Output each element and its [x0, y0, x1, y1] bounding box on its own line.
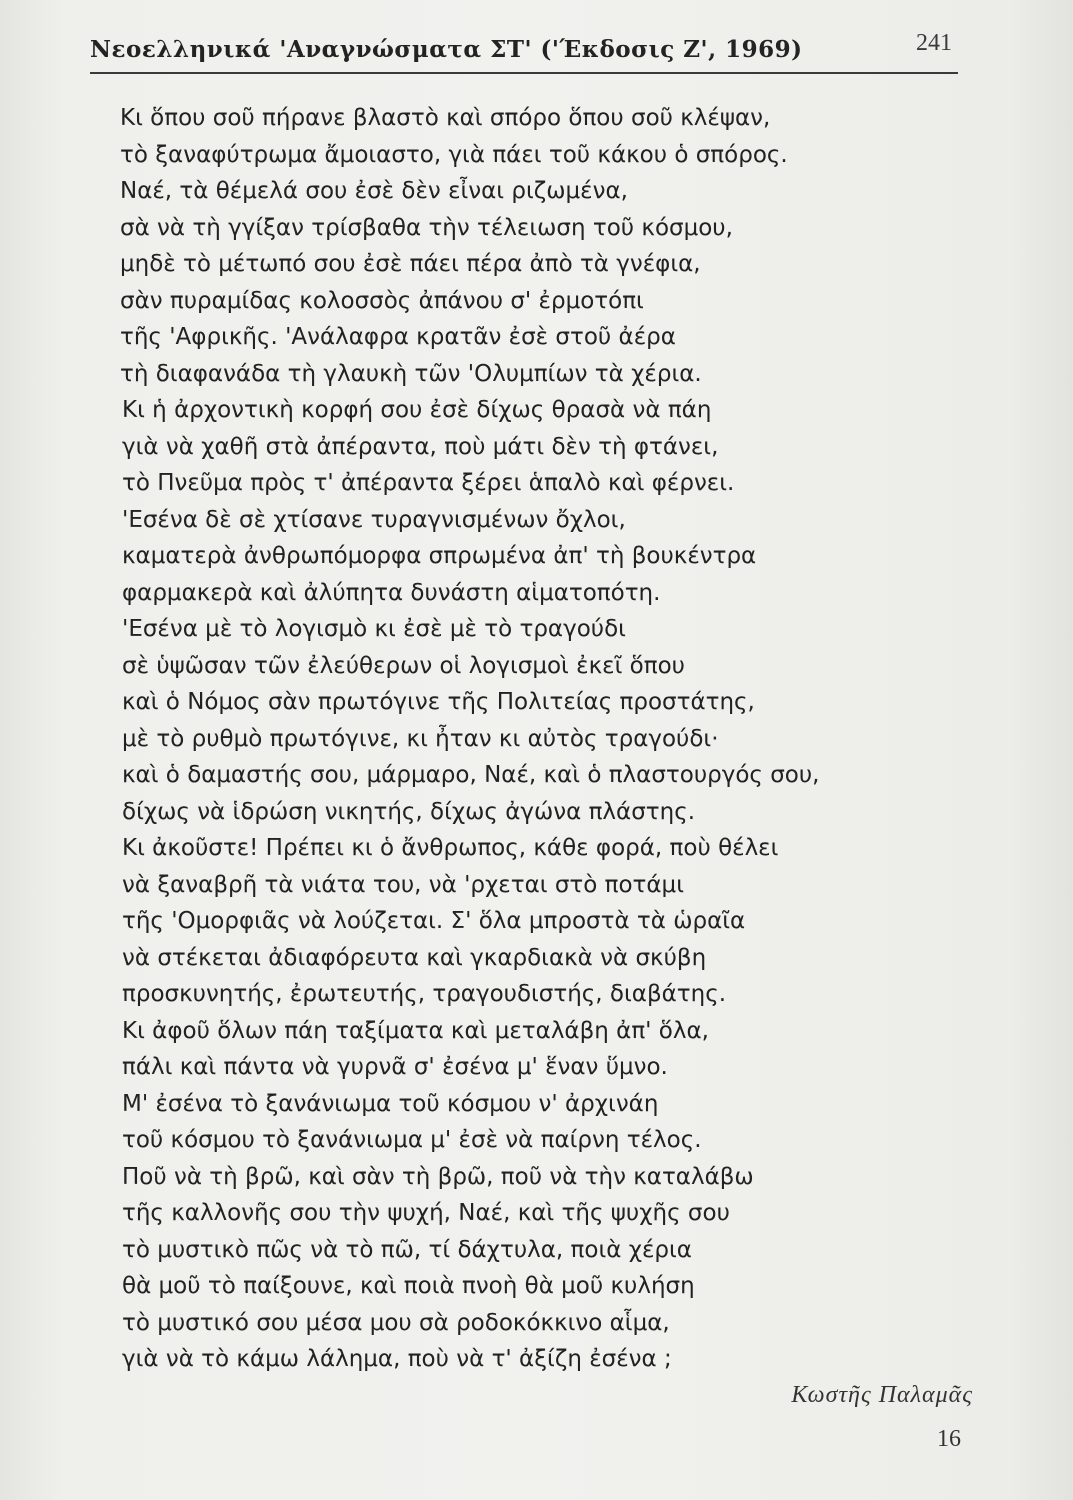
poem-line: δίχως νὰ ἱδρώση νικητής, δίχως ἀγώνα πλάστης. — [122, 798, 696, 825]
poem-line: Ναέ, τὰ θέμελά σου ἐσὲ δὲν εἶναι ριζωμένα, — [120, 178, 628, 204]
poem-line: Κι ἀκοῦστε! Πρέπει κι ὁ ἄνθρωπος, κάθε φορά, ποὺ θέλει — [122, 835, 779, 861]
poem-line: τοῦ κόσμου τὸ ξανάνιωμα μ' ἐσὲ νὰ παίρνη τέλος. — [122, 1127, 702, 1153]
poem-text — [120, 100, 980, 1378]
poem-line: φαρμακερὰ καὶ ἀλύπητα δυνάστη αἱματοπότη. — [122, 579, 661, 606]
author-name: Κωστῆς Παλαμᾶς — [791, 1382, 973, 1408]
poem-line: τῆς 'Ομορφιᾶς νὰ λούζεται. Σ' ὅλα μπροστὰ τὰ ὡραῖα — [122, 908, 746, 934]
poem-line: σὲ ὑψῶσαν τῶν ἐλεύθερων οἱ λογισμοὶ ἐκεῖ ὅπου — [122, 652, 685, 679]
poem-line: γιὰ νὰ τὸ κάμω λάλημα, ποὺ νὰ τ' ἀξίζη ἐσένα ; — [122, 1346, 672, 1372]
poem-line: τὸ μυστικό σου μέσα μου σὰ ροδοκόκκινο αἷμα, — [122, 1309, 670, 1336]
poem-line: μηδὲ τὸ μέτωπό σου ἐσὲ πάει πέρα ἀπὸ τὰ γνέφια, — [120, 251, 701, 277]
poem-line: Κι ἀφοῦ ὅλων πάη ταξίματα καὶ μεταλάβη ἀπ' ὅλα, — [122, 1017, 709, 1044]
poem-line: τὸ ξαναφύτρωμα ἄμοιαστο, γιὰ πάει τοῦ κάκου ὁ σπόρος. — [120, 141, 788, 168]
poem-line: Ποῦ νὰ τὴ βρῶ, καὶ σὰν τὴ βρῶ, ποῦ νὰ τὴν καταλάβω — [122, 1163, 754, 1190]
poem-line: καματερὰ ἀνθρωπόμορφα σπρωμένα ἀπ' τὴ βουκέντρα — [122, 543, 757, 569]
poem-line: 'Εσένα δὲ σὲ χτίσανε τυραγνισμένων ὄχλοι, — [122, 506, 626, 533]
poem-line: Μ' ἐσένα τὸ ξανάνιωμα τοῦ κόσμου ν' ἀρχινάη — [122, 1090, 659, 1117]
poem-line: Κι ἡ ἀρχοντικὴ κορφή σου ἐσὲ δίχως θρασὰ νὰ πάη — [122, 397, 712, 423]
poem-line: Κι ὅπου σοῦ πήρανε βλαστὸ καὶ σπόρο ὅπου σοῦ κλέψαν, — [120, 105, 771, 131]
poem-line: καὶ ὁ δαμαστής σου, μάρμαρο, Ναέ, καὶ ὁ πλαστουργός σου, — [122, 762, 820, 788]
poem-line: μὲ τὸ ρυθμὸ πρωτόγινε, κι ἦταν κι αὐτὸς τραγούδι· — [122, 725, 719, 752]
poem-line: νὰ ξαναβρῆ τὰ νιάτα του, νὰ 'ρχεται στὸ ποτάμι — [122, 871, 684, 898]
poem-line: 'Εσένα μὲ τὸ λογισμὸ κι ἐσὲ μὲ τὸ τραγούδι — [122, 616, 626, 642]
poem-line: προσκυνητής, ἐρωτευτής, τραγουδιστής, διαβάτης. — [122, 981, 727, 1007]
poem-line: πάλι καὶ πάντα νὰ γυρνᾶ σ' ἐσένα μ' ἕναν ὕμνο. — [122, 1054, 668, 1080]
poem-line: θὰ μοῦ τὸ παίξουνε, καὶ ποιὰ πνοὴ θὰ μοῦ κυλήση — [122, 1273, 695, 1299]
poem-line: τὴ διαφανάδα τὴ γλαυκὴ τῶν 'Ολυμπίων τὰ χέρια. — [120, 360, 702, 387]
poem-line: τῆς καλλονῆς σου τὴν ψυχή, Ναέ, καὶ τῆς ψυχῆς σου — [122, 1200, 730, 1226]
signature-number: 16 — [937, 1426, 961, 1452]
poem-line: τὸ μυστικὸ πῶς νὰ τὸ πῶ, τί δάχτυλα, ποιὰ χέρια — [122, 1236, 692, 1263]
poem-line: σὰν πυραμίδας κολοσσὸς ἀπάνου σ' ἐρμοτόπι — [120, 287, 644, 314]
poem-line: τῆς 'Αφρικῆς. 'Ανάλαφρα κρατᾶν ἐσὲ στοῦ ἀέρα — [120, 324, 676, 350]
running-title: Νεοελληνικά 'Αναγνώσματα ΣΤ' ('Έκδοσις Ζ', 1969) — [90, 36, 803, 63]
page-number: 241 — [916, 30, 952, 56]
poem-line: νὰ στέκεται ἀδιαφόρευτα καὶ γκαρδιακὰ νὰ σκύβη — [122, 944, 707, 971]
poem-line: τὸ Πνεῦμα πρὸς τ' ἀπέραντα ξέρει ἁπαλὸ καὶ φέρνει. — [122, 470, 735, 496]
poem-line: καὶ ὁ Νόμος σὰν πρωτόγινε τῆς Πολιτείας προστάτης, — [122, 689, 755, 715]
poem-line: γιὰ νὰ χαθῆ στὰ ἀπέραντα, ποὺ μάτι δὲν τὴ φτάνει, — [122, 433, 719, 460]
page-header — [90, 28, 958, 74]
poem-line: σὰ νὰ τὴ γγίξαν τρίσβαθα τὴν τέλειωση τοῦ κόσμου, — [120, 214, 733, 241]
